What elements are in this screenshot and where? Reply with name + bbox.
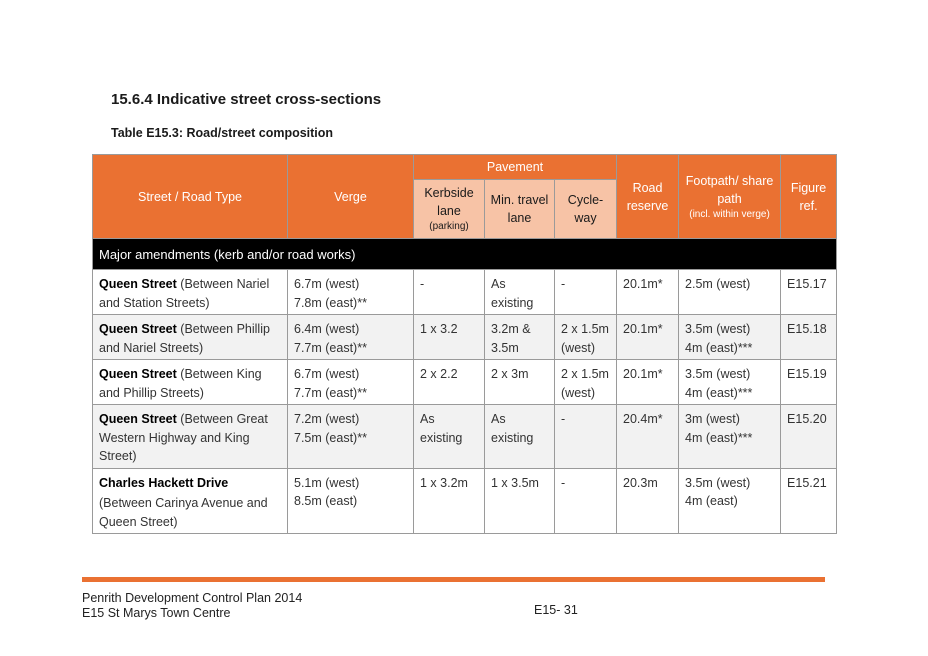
header-kerbside-lane — [414, 180, 485, 239]
cell-travel-lane: 2 x 3m — [485, 360, 555, 405]
cell-kerbside: As existing — [414, 405, 485, 469]
cell-travel-lane: As existing — [485, 405, 555, 469]
footpath-west: 2.5m (west) — [685, 277, 751, 291]
footpath-east: 4m (east) — [685, 494, 738, 508]
footer-document-info — [82, 591, 302, 621]
header-travel-lane: Min. travel lane — [485, 180, 555, 239]
cell-figure-ref: E15.21 — [781, 468, 837, 534]
cell-verge — [288, 360, 414, 405]
header-kerbside-label: Kerbside lane — [424, 186, 474, 218]
footpath-west: 3.5m (west) — [685, 322, 751, 336]
footpath-west: 3.5m (west) — [685, 475, 751, 490]
table-caption: Table E15.3: Road/street composition — [111, 126, 334, 140]
verge-east: 7.7m (east)** — [294, 340, 367, 355]
footpath-east: 4m (east)*** — [685, 385, 753, 400]
cell-travel-lane: 3.2m & 3.5m — [485, 315, 555, 360]
footer-rule — [82, 577, 825, 582]
cell-figure-ref: E15.17 — [781, 270, 837, 315]
verge-east: 7.5m (east)** — [294, 430, 367, 445]
header-pavement: Pavement — [414, 155, 617, 180]
header-street: Street / Road Type — [93, 155, 288, 239]
table-row — [93, 360, 837, 405]
header-road-reserve: Road reserve — [617, 155, 679, 239]
cell-cycleway: - — [555, 405, 617, 469]
street-detail: (Between Nariel and Station Streets) — [99, 277, 270, 310]
table-row — [93, 468, 837, 534]
street-name: Queen Street — [99, 277, 177, 291]
section-heading: 15.6.4 Indicative street cross-sections — [111, 91, 382, 108]
cell-road-reserve: 20.4m* — [617, 405, 679, 469]
verge-west: 6.7m (west) — [294, 277, 360, 291]
street-detail: (Between Phillip and Nariel Streets) — [99, 322, 270, 355]
street-name: Queen Street — [99, 412, 177, 426]
cell-verge — [288, 468, 414, 534]
street-detail: (Between Great Western Highway and King Street) — [99, 412, 268, 463]
cell-street — [93, 270, 288, 315]
cell-road-reserve: 20.1m* — [617, 270, 679, 315]
footpath-east: 4m (east)*** — [685, 430, 753, 445]
cell-street — [93, 315, 288, 360]
verge-east: 7.7m (east)** — [294, 385, 367, 400]
cell-footpath — [679, 315, 781, 360]
cell-verge — [288, 315, 414, 360]
cell-verge — [288, 405, 414, 469]
cell-figure-ref: E15.18 — [781, 315, 837, 360]
header-footpath-label: Footpath/ share path — [685, 173, 774, 206]
cell-road-reserve: 20.1m* — [617, 360, 679, 405]
section-major-amendments: Major amendments (kerb and/or road works) — [93, 239, 837, 270]
header-verge: Verge — [288, 155, 414, 239]
verge-west: 6.4m (west) — [294, 322, 360, 336]
cell-street — [93, 468, 288, 534]
street-name: Queen Street — [99, 322, 177, 336]
footpath-west: 3.5m (west) — [685, 367, 751, 381]
cell-cycleway: 2 x 1.5m (west) — [555, 360, 617, 405]
cell-road-reserve: 20.1m* — [617, 315, 679, 360]
header-footpath-note: (incl. within verge) — [689, 208, 770, 220]
footpath-west: 3m (west) — [685, 412, 740, 426]
cell-footpath — [679, 468, 781, 534]
verge-west: 7.2m (west) — [294, 412, 360, 426]
cell-footpath — [679, 360, 781, 405]
table-row — [93, 405, 837, 469]
street-detail: (Between King and Phillip Streets) — [99, 367, 262, 400]
street-name: Charles Hackett Drive — [99, 475, 229, 490]
cell-street — [93, 360, 288, 405]
cell-kerbside: 1 x 3.2m — [414, 468, 485, 534]
header-kerbside-note: (parking) — [429, 221, 469, 232]
cell-figure-ref: E15.19 — [781, 360, 837, 405]
header-footpath — [679, 155, 781, 239]
cell-street — [93, 405, 288, 469]
verge-east: 8.5m (east) — [294, 494, 358, 508]
street-detail: (Between Carinya Avenue and Queen Street) — [99, 496, 268, 529]
verge-west: 5.1m (west) — [294, 475, 360, 490]
cell-road-reserve: 20.3m — [617, 468, 679, 534]
header-cycleway: Cycle-way — [555, 180, 617, 239]
verge-west: 6.7m (west) — [294, 367, 360, 381]
table-row — [93, 270, 837, 315]
cell-footpath — [679, 270, 781, 315]
cell-verge — [288, 270, 414, 315]
cell-cycleway: 2 x 1.5m (west) — [555, 315, 617, 360]
cell-kerbside: - — [414, 270, 485, 315]
cell-figure-ref: E15.20 — [781, 405, 837, 469]
footpath-east: 4m (east)*** — [685, 340, 753, 355]
road-composition-table — [92, 154, 837, 534]
cell-kerbside: 2 x 2.2 — [414, 360, 485, 405]
cell-kerbside: 1 x 3.2 — [414, 315, 485, 360]
cell-cycleway: - — [555, 270, 617, 315]
header-figure-ref: Figure ref. — [781, 155, 837, 239]
footer-plan-title: Penrith Development Control Plan 2014 — [82, 591, 303, 605]
street-name: Queen Street — [99, 367, 177, 381]
cell-footpath — [679, 405, 781, 469]
cell-cycleway: - — [555, 468, 617, 534]
verge-east: 7.8m (east)** — [294, 295, 367, 310]
footer-section-title: E15 St Marys Town Centre — [82, 606, 231, 620]
cell-travel-lane: 1 x 3.5m — [485, 468, 555, 534]
cell-travel-lane: As existing — [485, 270, 555, 315]
table-row — [93, 315, 837, 360]
page-number: E15- 31 — [534, 603, 578, 617]
